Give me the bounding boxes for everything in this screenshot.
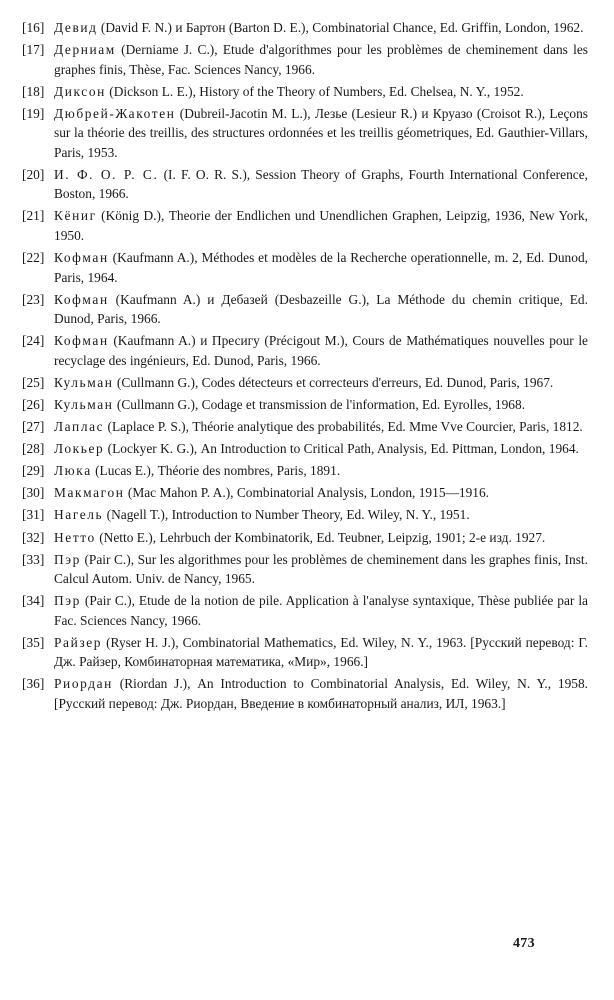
author-name-russian: Локьер [54,441,105,457]
reference-number: [24] [22,333,45,349]
author-name-original: (Laplace P. S.) [107,419,186,435]
reference-entry [22,633,588,672]
reference-text [54,82,588,102]
reference-text [54,40,588,79]
reference-number: [33] [22,551,45,567]
reference-details: , Méthodes et modèles de la Recherche operationnelle, m. 2, Ed. Dunod, Paris, 1964. [54,250,588,285]
author-name-original: (Ryser H. J.) [106,634,176,650]
reference-text [54,331,588,370]
page-number: 473 [513,936,535,951]
reference-text [54,417,588,437]
reference-entry [22,248,588,287]
author-name-russian: Люка [54,463,92,479]
author-name-original: (Kaufmann A.) [115,291,201,307]
author-name-original: (Kaufmann A.) [112,250,195,266]
author-name-russian: Девид [54,20,98,35]
reference-text [54,439,588,459]
author-name-original: (Pair C.) [84,593,132,609]
author-name-russian: И. Ф. О. Р. С. [54,166,159,182]
author-name-original: (Netto E.) [99,529,153,545]
author-name-original: (Lucas E.) [95,463,151,479]
reference-number: [19] [22,105,45,121]
author-name-original: (Mac Mahon P. A.) [127,485,231,501]
author-name-original: (David F. N.) [100,20,172,35]
reference-entry [22,591,588,630]
reference-text [54,290,588,329]
author-name-russian: Риордан [54,676,113,692]
author-name-russian: Дерниам [54,42,116,58]
reference-number: [34] [22,593,45,609]
reference-text [54,591,588,630]
reference-text [54,206,588,245]
author-name-russian: Дюбрей-Жакотен [54,105,176,121]
reference-entry [22,528,588,548]
reference-details: , Codage et transmission de l'information, Ed. Eyrolles, 1968. [194,396,526,412]
author-name-russian: Кофман [54,250,109,266]
reference-number: [18] [22,83,45,99]
author-name-russian: Кёниг [54,208,97,224]
reference-text [54,395,588,415]
reference-text [54,373,588,393]
reference-details: , Session Theory of Graphs, Fourth International Conference, Boston, 1966. [54,166,588,202]
reference-number: [30] [22,485,45,501]
reference-entry [22,18,588,38]
reference-text [54,461,588,481]
author-name-russian: Райзер [54,634,103,650]
reference-number: [26] [22,396,45,412]
reference-number: [27] [22,419,45,435]
author-name-original: (Nagell T.) [106,507,165,523]
reference-details: , An Introduction to Combinatorial Analysis, Ed. Wiley, N. Y., 1958. [Русский перевод: Дж. Риордан, Введение в комбинаторный анализ, ИЛ, 1963.] [54,676,588,711]
author-name-russian: Макмагон [54,485,125,501]
author-name-russian: Нетто [54,529,96,545]
reference-details: , History of the Theory of Numbers, Ed. Chelsea, N. Y., 1952. [192,83,524,99]
reference-details: , Théorie des nombres, Paris, 1891. [150,463,341,479]
reference-details: , Sur les algorithmes pour les problèmes de cheminement dans les graphes finis, Inst. Calcul Autom. Univ. de Nancy, 1965. [54,551,588,587]
author-name-russian: Нагель [54,507,104,523]
author-name-russian: Пэр [54,551,81,567]
reference-entry [22,165,588,204]
reference-list [22,18,588,716]
reference-number: [29] [22,463,45,479]
reference-text [54,550,588,589]
reference-number: [20] [22,166,45,182]
reference-number: [36] [22,676,45,692]
reference-entry [22,290,588,329]
reference-entry [22,373,588,393]
reference-text [54,104,588,163]
author-name-original: (König D.) [101,208,161,224]
author-name-original: (Derniame J. C.) [121,42,215,58]
reference-entry [22,395,588,415]
author-name-original: (I. F. O. R. S.) [163,166,247,182]
reference-details: , Theorie der Endlichen und Unendlichen Graphen, Leipzig, 1936, New York, 1950. [54,208,588,243]
reference-number: [35] [22,634,45,650]
reference-details: , Лезье (Lesieur R.) и Круазо (Croisot R.), Leçons sur la théorie des treillis, des structures ordonnées et les treillis géometriques, Ed. Gauthier-Villars, Paris, 1953. [54,105,588,160]
author-name-original: (Kaufmann A.) [113,333,196,349]
reference-details: , Etude de la notion de pile. Application à l'analyse syntaxique, Thèse publiée par la Fac. Sciences Nancy, 1966. [54,593,588,628]
reference-entry [22,674,588,713]
reference-text [54,248,588,287]
reference-entry [22,439,588,459]
reference-number: [28] [22,441,45,457]
reference-details: и Пресигу (Précigout M.), Cours de Mathématiques nouvelles pour le recyclage des ingénieurs, Ed. Dunod, Paris, 1966. [54,333,588,368]
reference-number: [31] [22,507,45,523]
reference-entry [22,505,588,525]
author-name-original: (Cullmann G.) [116,374,195,390]
reference-details: , An Introduction to Critical Path, Analysis, Ed. Pittman, London, 1964. [193,441,579,457]
author-name-original: (Riordan J.) [119,676,188,692]
reference-text [54,633,588,672]
reference-details: , Combinatorial Analysis, London, 1915—1916. [230,485,490,501]
reference-number: [21] [22,208,45,224]
reference-details: , Etude d'algorithmes pour les problèmes de cheminement dans les graphes finis, Thèse, Fac. Sciences Nancy, 1966. [54,42,588,77]
author-name-original: (Dickson L. E.) [109,83,193,99]
reference-entry [22,206,588,245]
reference-text [54,674,588,713]
reference-text [54,18,588,38]
reference-text [54,505,588,525]
reference-details: , Introduction to Number Theory, Ed. Wiley, N. Y., 1951. [164,507,470,523]
author-name-russian: Кофман [54,291,109,307]
reference-number: [32] [22,529,45,545]
reference-entry [22,461,588,481]
author-name-russian: Кульман [54,396,114,412]
reference-entry [22,331,588,370]
reference-details: и Дебазей (Desbazeille G.), La Méthode du chemin critique, Ed. Dunod, Paris, 1966. [54,291,588,327]
reference-entry [22,82,588,102]
reference-entry [22,550,588,589]
author-name-original: (Dubreil-Jacotin M. L.) [179,105,308,121]
author-name-russian: Пэр [54,593,81,609]
reference-text [54,483,588,503]
reference-number: [23] [22,291,45,307]
reference-number: [17] [22,42,45,58]
reference-number: [22] [22,250,45,266]
reference-details: , Lehrbuch der Kombinatorik, Ed. Teubner, Leipzig, 1901; 2-е изд. 1927. [152,529,546,545]
reference-entry [22,417,588,437]
reference-number: [16] [22,20,45,35]
author-name-russian: Лаплас [54,419,105,435]
author-name-russian: Диксон [54,83,106,99]
reference-details: , Codes détecteurs et correcteurs d'erreurs, Ed. Dunod, Paris, 1967. [194,374,554,390]
author-name-original: (Pair C.) [84,551,131,567]
reference-entry [22,483,588,503]
author-name-original: (Lockyer K. G.) [107,441,194,457]
author-name-russian: Кульман [54,374,114,390]
reference-details: , Combinatorial Mathematics, Ed. Wiley, N. Y., 1963. [Русский перевод: Г. Дж. Райзер, Комбинаторная математика, «Мир», 1966.] [54,634,588,670]
reference-details: , Théorie analytique des probabilités, Ed. Mme Vve Courcier, Paris, 1812. [185,419,583,435]
reference-entry [22,40,588,79]
reference-details: и Бартон (Barton D. E.), Combinatorial Chance, Ed. Griffin, London, 1962. [175,20,584,35]
reference-text [54,528,588,548]
reference-number: [25] [22,374,45,390]
author-name-russian: Кофман [54,333,109,349]
reference-entry [22,104,588,163]
reference-text [54,165,588,204]
author-name-original: (Cullmann G.) [116,396,195,412]
